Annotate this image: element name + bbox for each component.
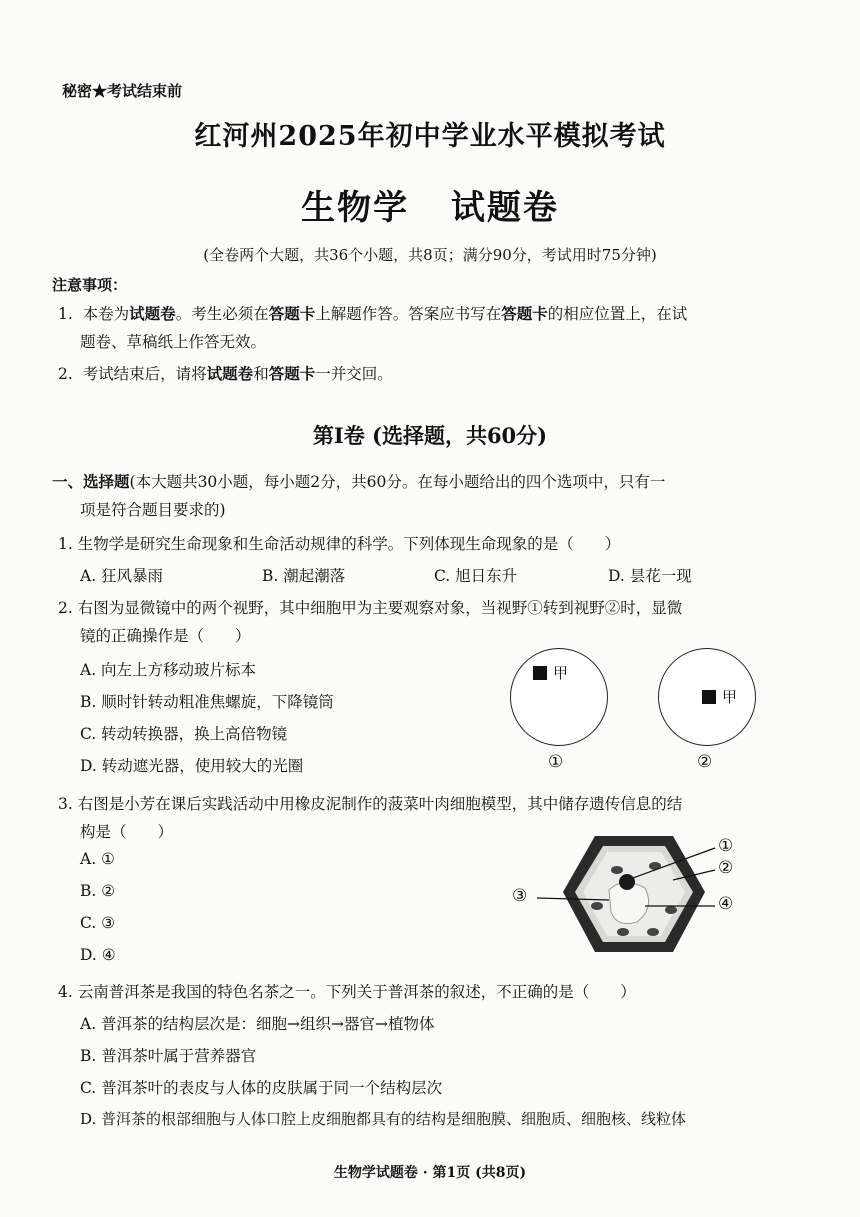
note-2-bold: 试题卷 — [206, 364, 254, 383]
question-1-option-b: B. 潮起潮落 — [262, 567, 346, 585]
note-1-text: 本卷为 — [82, 305, 130, 323]
note-1-bold: 答题卡 — [501, 304, 548, 323]
note-1-text: 的相应位置上，在试 — [547, 305, 688, 323]
question-4-option-c: C. 普洱茶叶的表皮与人体的皮肤属于同一个结构层次 — [80, 1079, 443, 1097]
plant-cell-model-figure — [505, 828, 745, 960]
exam-title: 红河州2025年初中学业水平模拟考试 — [194, 121, 666, 152]
chloroplast — [611, 866, 623, 874]
question-3-option-c: C. ③ — [80, 914, 116, 932]
cell-marker-2 — [702, 690, 716, 704]
question-1-option-a: A. 狂风暴雨 — [80, 567, 164, 585]
question-3-stem: 3. 右图是小芳在课后实践活动中用橡皮泥制作的菠菜叶肉细胞模型，其中储存遗传信息的结 — [58, 795, 683, 813]
question-3-option-b: B. ② — [80, 882, 116, 900]
field-2-caption: ② — [697, 752, 713, 772]
question-2-option-b: B. 顺时针转动粗准焦螺旋，下降镜筒 — [80, 693, 334, 711]
note-2-number: 2. — [58, 365, 73, 383]
cell-marker-1 — [533, 666, 547, 680]
paper-subtitle: 生物学 试题卷 — [301, 188, 559, 228]
question-2-option-d: D. 转动遮光器，使用较大的光圈 — [80, 757, 304, 775]
question-4-option-d: D. 普洱茶的根部细胞与人体口腔上皮细胞都具有的结构是细胞膜、细胞质、细胞核、线粒体 — [80, 1110, 687, 1128]
part-desc-line2: 项是符合题目要求的) — [80, 501, 226, 519]
part-instructions — [52, 470, 665, 492]
question-2-stem: 2. 右图为显微镜中的两个视野，其中细胞甲为主要观察对象，当视野①转到视野②时，显微 — [58, 599, 683, 617]
note-1-number: 1. — [58, 305, 73, 323]
cell-label-2: 甲 — [722, 688, 738, 706]
page-footer: 生物学试题卷 · 第1页 (共8页) — [333, 1165, 527, 1181]
chloroplast — [617, 928, 629, 936]
structure-label-1: ① — [718, 836, 734, 856]
note-2 — [58, 362, 393, 384]
question-3-option-a: A. ① — [80, 850, 115, 868]
exam-info: (全卷两个大题，共36个小题，共8页；满分90分，考试用时75分钟) — [203, 246, 657, 264]
chloroplast — [647, 928, 659, 936]
question-3-stem-line2: 构是（ ） — [80, 823, 174, 841]
section-title: 第Ⅰ卷 (选择题，共60分) — [312, 423, 548, 448]
structure-label-2: ② — [718, 858, 734, 878]
question-4-stem: 4. 云南普洱茶是我国的特色名茶之一。下列关于普洱茶的叙述，不正确的是（ ） — [58, 983, 636, 1001]
question-4-option-a: A. 普洱茶的结构层次是：细胞→组织→器官→植物体 — [80, 1015, 435, 1033]
confidential-mark: 秘密★考试结束前 — [62, 82, 183, 100]
note-2-text: 考试结束后，请将 — [82, 365, 207, 383]
note-1 — [58, 302, 687, 324]
note-1-text: 。考生必须在 — [175, 305, 269, 323]
part-label: 一、选择题 — [52, 472, 130, 491]
question-2-stem-line2: 镜的正确操作是（ ） — [80, 627, 251, 645]
question-3-option-d: D. ④ — [80, 946, 116, 964]
structure-label-4: ④ — [718, 894, 734, 914]
note-2-text: 和 — [253, 365, 269, 383]
question-1-option-d: D. 昙花一现 — [608, 567, 692, 585]
structure-label-3: ③ — [512, 886, 528, 906]
chloroplast — [665, 906, 677, 914]
note-1-text: 上解题作答。答案应书写在 — [315, 305, 502, 323]
notes-heading: 注意事项： — [52, 276, 128, 294]
nucleus — [619, 874, 635, 890]
question-2-option-c: C. 转动转换器，换上高倍物镜 — [80, 725, 288, 743]
note-1-bold: 答题卡 — [268, 304, 316, 323]
note-2-text: 一并交回。 — [315, 365, 393, 383]
note-2-bold: 答题卡 — [268, 364, 316, 383]
cell-label-1: 甲 — [553, 664, 569, 682]
question-2-option-a: A. 向左上方移动玻片标本 — [80, 661, 257, 679]
chloroplast — [591, 902, 603, 910]
note-1-bold: 试题卷 — [129, 304, 176, 323]
field-1-caption: ① — [548, 752, 564, 772]
question-4-option-b: B. 普洱茶叶属于营养器官 — [80, 1047, 257, 1065]
part-desc: (本大题共30小题，每小题2分，共60分。在每小题给出的四个选项中，只有一 — [129, 473, 666, 491]
question-1-option-c: C. 旭日东升 — [434, 567, 518, 585]
question-1-stem: 1. 生物学是研究生命现象和生命活动规律的科学。下列体现生命现象的是（ ） — [58, 535, 621, 553]
note-1-line2: 题卷、草稿纸上作答无效。 — [80, 333, 267, 351]
